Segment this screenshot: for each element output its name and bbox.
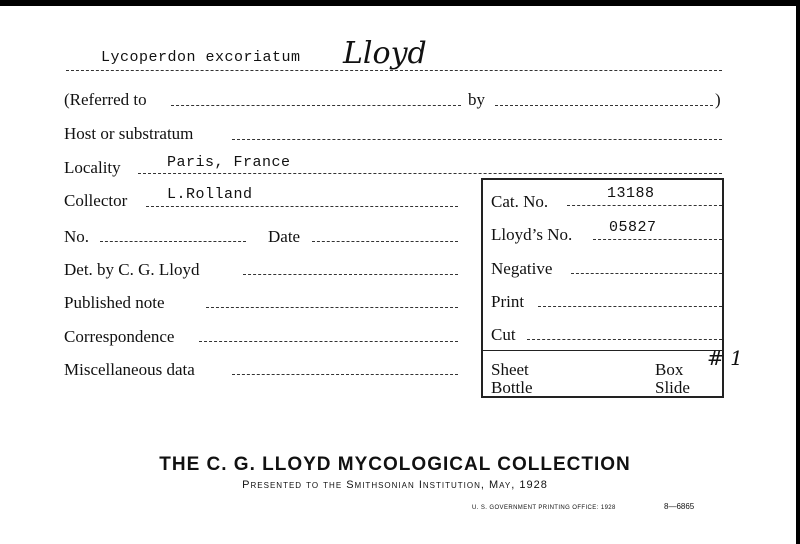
- by-line: [495, 105, 713, 106]
- collection-subtitle: Presented to the Smithsonian Institution, May, 1928: [242, 479, 548, 491]
- date-line: [312, 241, 458, 242]
- det-by-line: [243, 274, 458, 275]
- locality-line: [138, 173, 722, 174]
- collector-line: [146, 206, 458, 207]
- cat-no-label: Cat. No.: [491, 192, 549, 211]
- negative-label: Negative: [491, 259, 553, 278]
- date-label: Date: [268, 227, 301, 246]
- published-note-label: Published note: [64, 293, 165, 312]
- collection-title: THE C. G. LLOYD MYCOLOGICAL COLLECTION: [159, 454, 631, 475]
- box-top-border: [481, 178, 724, 180]
- sheet-label: Sheet: [491, 360, 529, 379]
- no-label: No.: [64, 227, 90, 246]
- box-label: Box: [655, 360, 684, 379]
- print-number: 8—6865: [664, 502, 695, 511]
- lloyds-no-line: [593, 239, 722, 240]
- negative-line: [571, 273, 722, 274]
- collector-label: Collector: [64, 191, 128, 210]
- species-author: Lloyd: [343, 36, 427, 71]
- cat-no-line: [567, 205, 722, 206]
- cut-line: [527, 339, 722, 340]
- scan-edge-top: [0, 0, 800, 6]
- correspondence-label: Correspondence: [64, 327, 175, 346]
- lloyds-no-label: Lloyd’s No.: [491, 225, 573, 244]
- correspondence-line: [199, 341, 458, 342]
- print-label: Print: [491, 292, 525, 311]
- misc-label: Miscellaneous data: [64, 360, 195, 379]
- locality-label: Locality: [64, 158, 121, 177]
- cut-label: Cut: [491, 325, 516, 344]
- host-label: Host or substratum: [64, 124, 194, 143]
- referred-to-label: (Referred to: [64, 90, 147, 109]
- slide-label: Slide: [655, 378, 690, 397]
- collector-value: L.Rolland: [167, 186, 253, 203]
- species-name: Lycoperdon excoriatum: [101, 49, 301, 66]
- printer-imprint: U. S. GOVERNMENT PRINTING OFFICE: 1928: [472, 505, 616, 511]
- host-line: [232, 139, 722, 140]
- close-paren: ): [715, 90, 721, 109]
- box-divider: [481, 350, 724, 351]
- box-left-border: [481, 178, 483, 398]
- misc-line: [232, 374, 458, 375]
- scan-edge-right: [796, 0, 800, 544]
- referred-to-line: [171, 105, 461, 106]
- lloyds-no-value: 05827: [609, 219, 657, 236]
- no-line: [100, 241, 246, 242]
- bottle-label: Bottle: [491, 378, 533, 397]
- published-note-line: [206, 307, 458, 308]
- box-number: # 1: [707, 346, 743, 370]
- print-line: [538, 306, 722, 307]
- det-by-label: Det. by C. G. Lloyd: [64, 260, 200, 279]
- locality-value: Paris, France: [167, 154, 291, 171]
- species-line: [66, 70, 722, 71]
- by-label: by: [468, 90, 485, 109]
- cat-no-value: 13188: [607, 185, 655, 202]
